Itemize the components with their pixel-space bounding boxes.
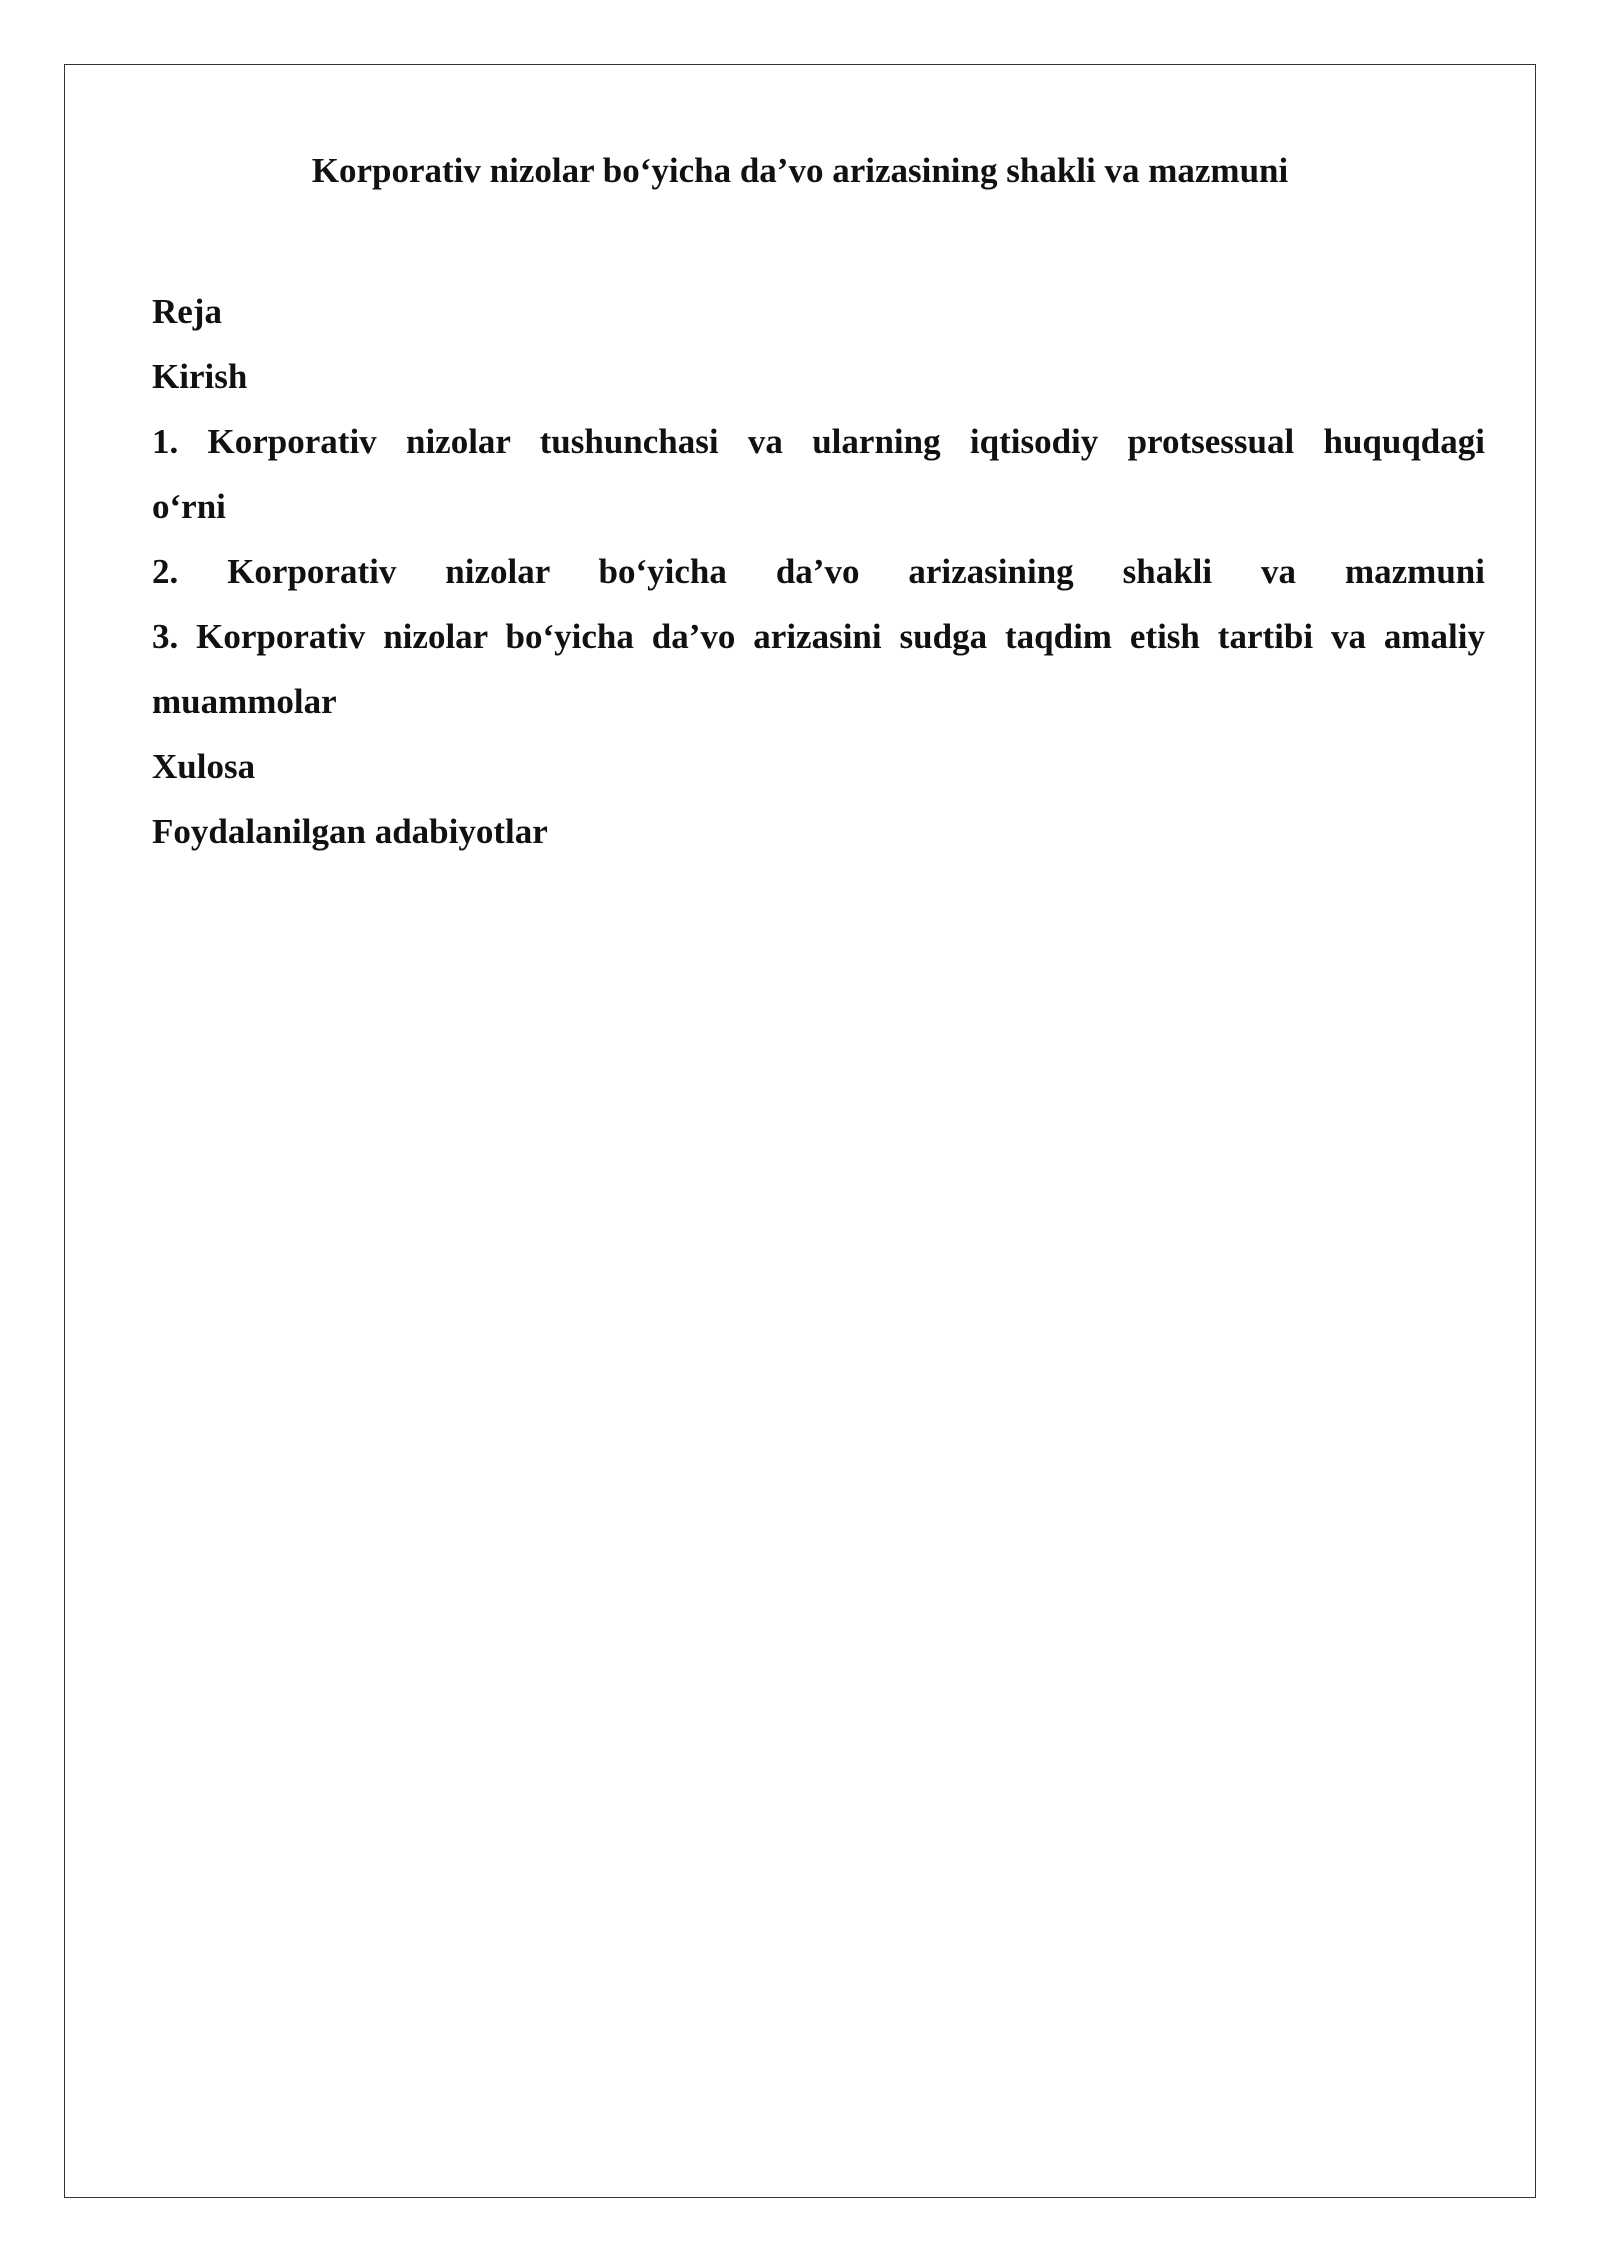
plan-item-conclusion: Xulosa [152, 747, 256, 786]
plan-item-1-line-1: 1. Korporativ nizolar tushunchasi va ularning iqtisodiy protsessual huquqdagi [152, 422, 1485, 461]
document-title: Korporativ nizolar bo‘yicha da’vo arizasining shakli va mazmuni [311, 151, 1289, 190]
plan-section [152, 279, 1485, 864]
plan-item-references: Foydalanilgan adabiyotlar [152, 812, 548, 851]
plan-item-introduction: Kirish [152, 357, 248, 396]
plan-item-3-line-2: muammolar [152, 682, 337, 721]
plan-item-1-line-2: o‘rni [152, 487, 226, 526]
plan-item-2: 2. Korporativ nizolar bo‘yicha da’vo arizasining shakli va mazmuni [152, 552, 1485, 591]
plan-heading: Reja [152, 292, 222, 331]
plan-item-3-line-1: 3. Korporativ nizolar bo‘yicha da’vo arizasini sudga taqdim etish tartibi va amaliy [152, 617, 1485, 656]
